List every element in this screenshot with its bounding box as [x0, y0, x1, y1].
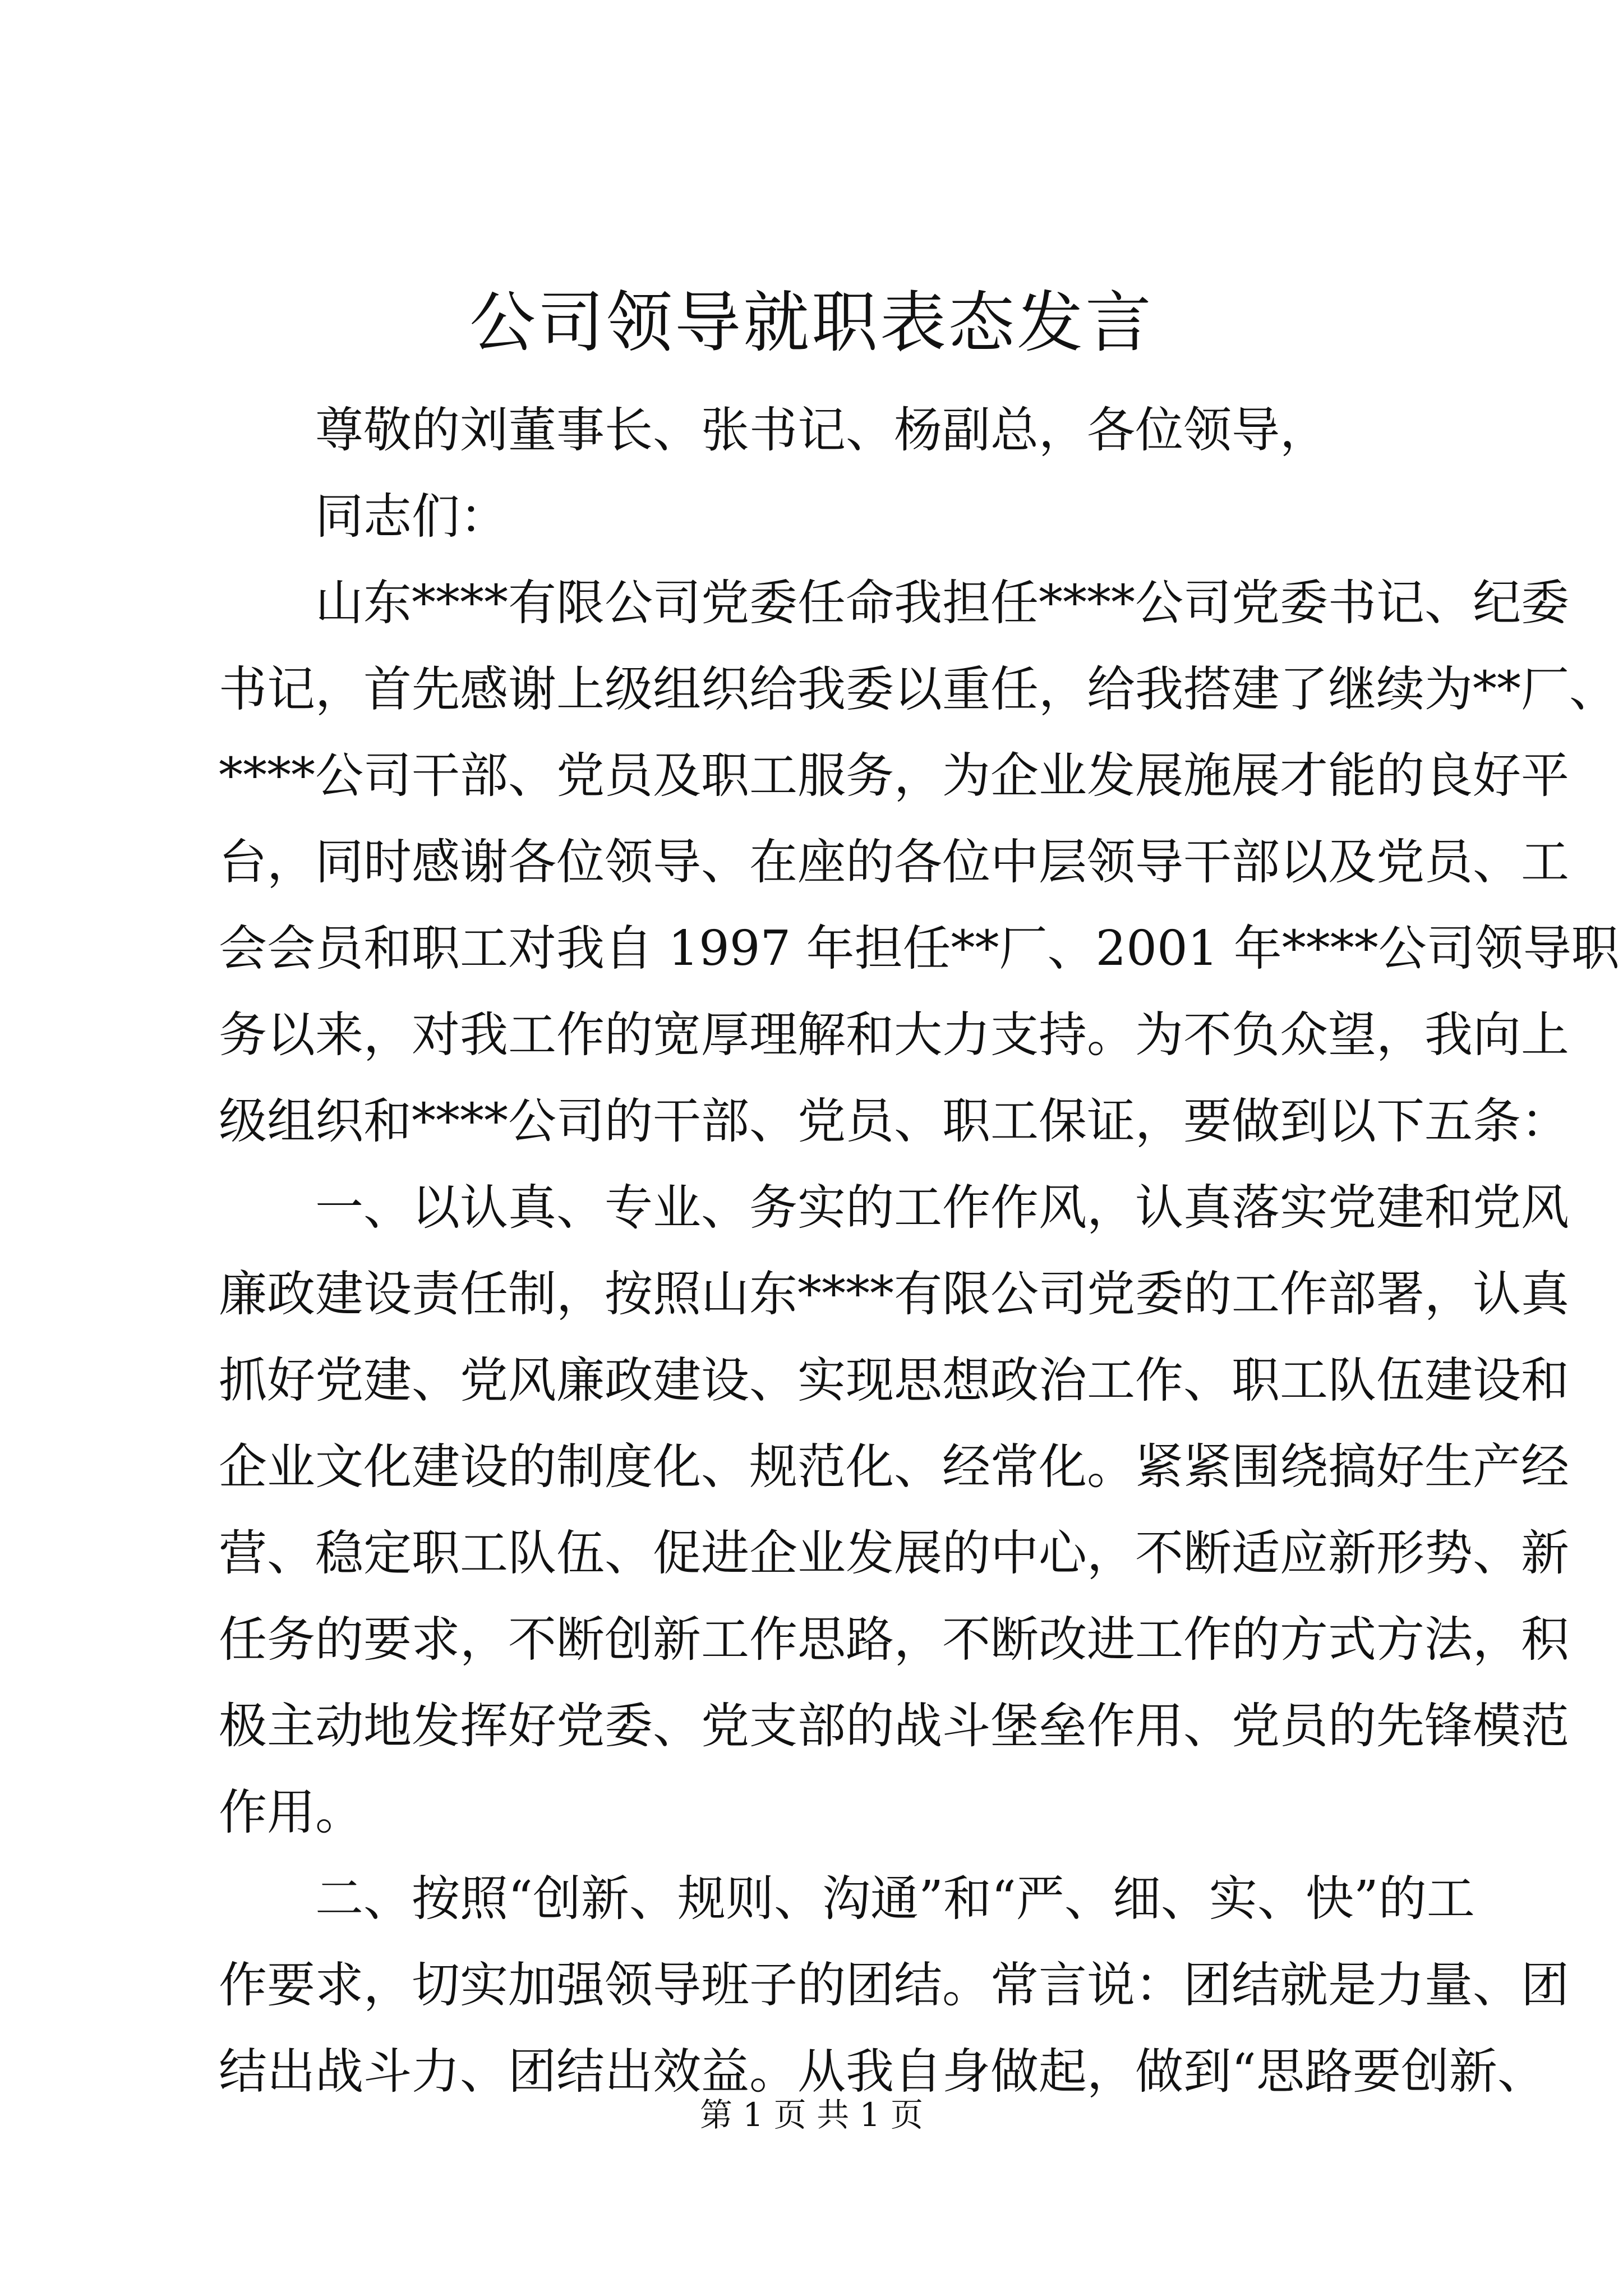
- text-line: 级组织和****公司的干部、党员、职工保证，要做到以下五条：: [219, 1093, 1569, 1149]
- text-line: 台，同时感谢各位领导、在座的各位中层领导干部以及党员、工: [219, 834, 1569, 890]
- text-line: 抓好党建、党风廉政建设、实现思想政治工作、职工队伍建设和: [219, 1352, 1569, 1409]
- text-line: 山东****有限公司党委任命我担任****公司党委书记、纪委: [315, 575, 1569, 631]
- text-line: 任务的要求，不断创新工作思路，不断改进工作的方式方法，积: [219, 1612, 1569, 1668]
- text-line: 作用。: [219, 1784, 363, 1841]
- text-line: 营、稳定职工队伍、促进企业发展的中心，不断适应新形势、新: [219, 1525, 1569, 1581]
- text-line: 书记，首先感谢上级组织给我委以重任，给我搭建了继续为**厂、: [219, 661, 1617, 717]
- text-line: ****公司干部、党员及职工服务，为企业发展施展才能的良好平: [219, 748, 1569, 804]
- text-line: 同志们：: [315, 489, 508, 545]
- page-footer: 第 1 页 共 1 页: [700, 2096, 923, 2134]
- text-line: 二、按照“创新、规则、沟通”和“严、细、实、快”的工: [315, 1871, 1475, 1927]
- text-line: 一、以认真、专业、务实的工作作风，认真落实党建和党风: [315, 1180, 1569, 1236]
- text-line: 会会员和职工对我自 1997 年担任**厂、2001 年****公司领导职: [219, 921, 1620, 977]
- text-line: 极主动地发挥好党委、党支部的战斗堡垒作用、党员的先锋模范: [219, 1698, 1569, 1754]
- document-body: [219, 387, 1620, 2115]
- document-title: 公司领导就职表态发言: [469, 284, 1154, 361]
- text-line: 企业文化建设的制度化、规范化、经常化。紧紧围绕搞好生产经: [219, 1439, 1569, 1495]
- text-line: 作要求，切实加强领导班子的团结。常言说：团结就是力量、团: [219, 1957, 1569, 2013]
- text-line: 结出战斗力、团结出效益。从我自身做起，做到“思路要创新、: [219, 2044, 1546, 2100]
- text-line: 尊敬的刘董事长、张书记、杨副总，各位领导，: [315, 402, 1328, 458]
- text-line: 廉政建设责任制，按照山东****有限公司党委的工作部署，认真: [219, 1266, 1569, 1322]
- text-line: 务以来，对我工作的宽厚理解和大力支持。为不负众望，我向上: [219, 1007, 1569, 1063]
